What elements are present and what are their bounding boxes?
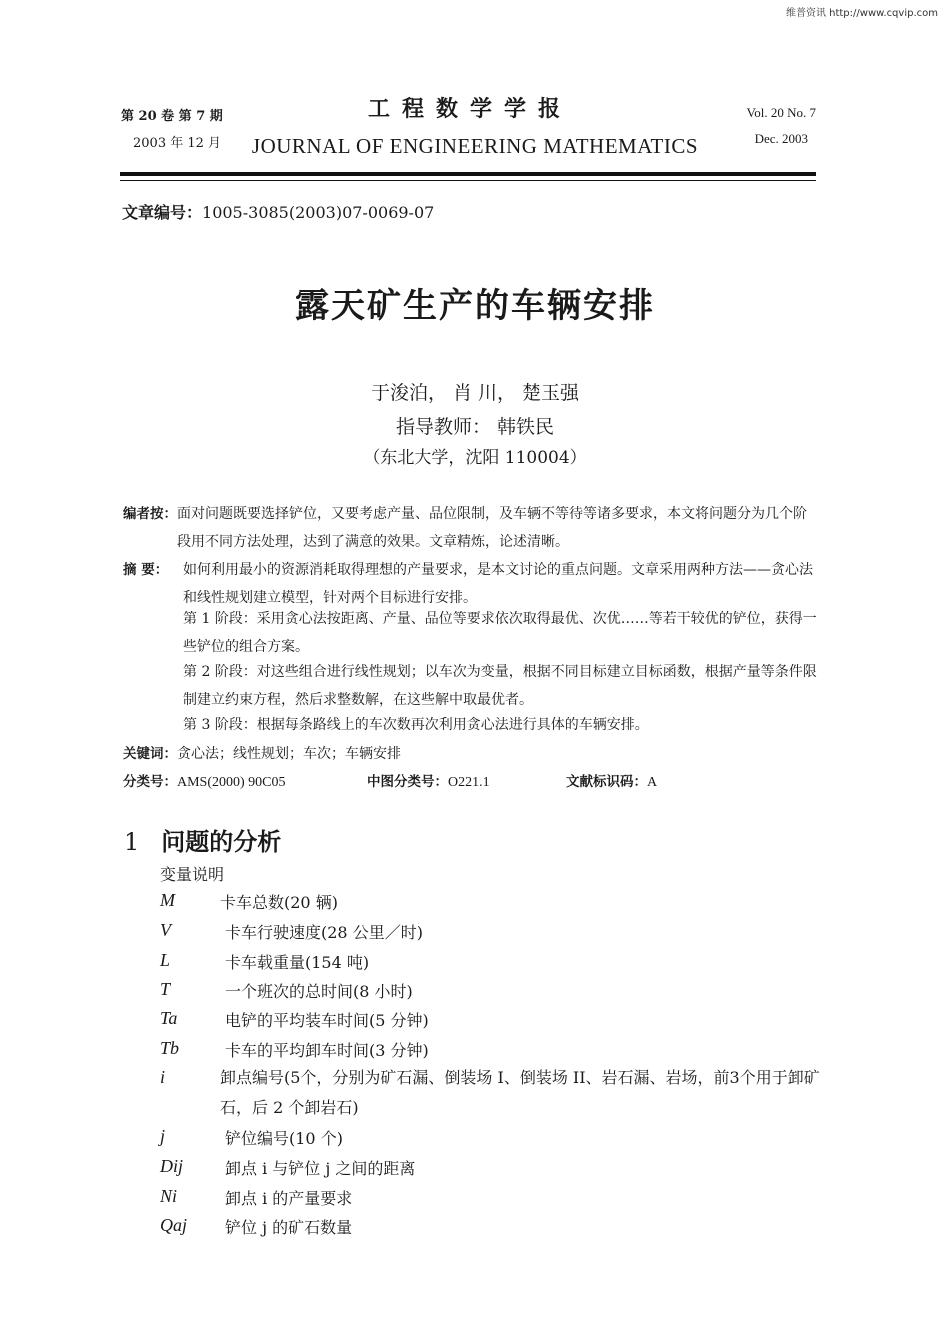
variable-symbol: Qaj — [160, 1215, 187, 1235]
variable-description: 卡车总数(20 辆) — [220, 893, 338, 912]
editor-note-label: 编者按： — [123, 506, 177, 522]
document-code-label: 文献标识码： — [566, 774, 647, 790]
variable-description: 铲位 j 的矿石数量 — [225, 1218, 353, 1237]
date-en: Dec. 2003 — [754, 131, 808, 146]
keywords-label: 关键词： — [123, 746, 177, 762]
section-title: 问题的分析 — [161, 827, 282, 856]
watermark: 维普资讯 http://www.cqvip.com — [785, 8, 938, 19]
variable-symbol: i — [160, 1067, 166, 1087]
abstract-stage-3: 第 3 阶段：根据每条路线上的车次数再次利用贪心法进行具体的车辆安排。 — [183, 717, 649, 733]
affiliation: （东北大学，沈阳 110004） — [363, 448, 587, 468]
journal-title-en: JOURNAL OF ENGINEERING MATHEMATICS — [251, 134, 699, 158]
variable-description: 卡车行驶速度(28 公里／时) — [225, 923, 423, 942]
header-rule-thin — [120, 180, 816, 181]
variable-symbol: V — [160, 920, 171, 940]
variable-description: 电铲的平均装车时间(5 分钟) — [225, 1011, 429, 1030]
abstract-stage-1: 第 1 阶段：采用贪心法按距离、产量、品位等要求依次取得最优、次优……等若干较优的铲位，获得一些铲位的组合方案。 — [183, 611, 817, 655]
keywords — [123, 742, 401, 763]
variable-description: 铲位编号(10 个) — [225, 1129, 343, 1148]
variable-symbol: j — [160, 1126, 166, 1146]
variable-symbol: Ta — [160, 1008, 178, 1028]
journal-title-cn: 工程数学学报 — [367, 96, 572, 122]
clc-label: 中图分类号： — [367, 774, 448, 790]
variable-description: 卸点编号(5个，分别为矿石漏、倒装场 I、倒装场 II、岩石漏、岩场，前3个用于卸矿石，后 2 个卸岩石) — [220, 1068, 820, 1117]
clc-classification — [367, 770, 490, 791]
variable-symbol: Tb — [160, 1038, 180, 1058]
volume-issue-cn: 第 20 卷 第 7 期 — [121, 109, 223, 124]
variables-intro: 变量说明 — [160, 865, 225, 884]
abstract-stage-2: 第 2 阶段：对这些组合进行线性规划；以车次为变量，根据不同目标建立目标函数，根据产量等条件限制建立约束方程，然后求整数解，在这些解中取最优者。 — [183, 664, 817, 708]
editor-note — [123, 500, 823, 556]
variable-symbol: L — [160, 950, 171, 970]
article-number-label: 文章编号： — [122, 203, 203, 222]
abstract-label-wrap — [123, 556, 168, 584]
variable-description: 卡车的平均卸车时间(3 分钟) — [225, 1041, 429, 1060]
advisor: 指导教师： 韩铁民 — [395, 416, 555, 438]
ams-classification — [123, 770, 286, 791]
variable-symbol: T — [160, 979, 171, 999]
ams-value: AMS(2000) 90C05 — [177, 775, 286, 790]
variable-description: 卸点 i 的产量要求 — [225, 1189, 353, 1208]
abstract-text: 如何利用最小的资源消耗取得理想的产量要求，是本文讨论的重点问题。文章采用两种方法——贪心法和线性规划建立模型，针对两个目标进行安排。 — [183, 562, 813, 606]
document-code-value: A — [647, 775, 658, 790]
date-cn: 2003 年 12 月 — [133, 136, 222, 151]
article-number-value: 1005-3085(2003)07-0069-07 — [202, 203, 435, 222]
keywords-text: 贪心法；线性规划；车次；车辆安排 — [177, 746, 401, 762]
article-number — [122, 200, 434, 223]
variable-symbol: M — [160, 890, 175, 910]
variable-description: 卸点 i 与铲位 j 之间的距离 — [225, 1159, 416, 1178]
document-code — [566, 770, 657, 791]
section-number: 1 — [124, 828, 140, 856]
variable-symbol: Ni — [160, 1186, 178, 1206]
editor-note-text: 面对问题既要选择铲位，又要考虑产量、品位限制，及车辆不等待等诸多要求，本文将问题分为几个阶段用不同方法处理，达到了满意的效果。文章精炼，论述清晰。 — [177, 506, 807, 550]
volume-issue-en: Vol. 20 No. 7 — [746, 105, 816, 120]
ams-label: 分类号： — [123, 774, 177, 790]
variable-symbol: Dij — [160, 1156, 184, 1176]
header-rule-thick — [120, 172, 816, 176]
paper-title: 露天矿生产的车辆安排 — [295, 286, 655, 326]
variable-description: 卡车载重量(154 吨) — [225, 953, 370, 972]
section-heading — [124, 822, 281, 857]
authors: 于浚泊， 肖 川， 楚玉强 — [370, 382, 580, 404]
abstract-label: 摘 要： — [123, 562, 169, 578]
clc-value: O221.1 — [448, 775, 490, 790]
variable-description: 一个班次的总时间(8 小时) — [225, 982, 413, 1001]
